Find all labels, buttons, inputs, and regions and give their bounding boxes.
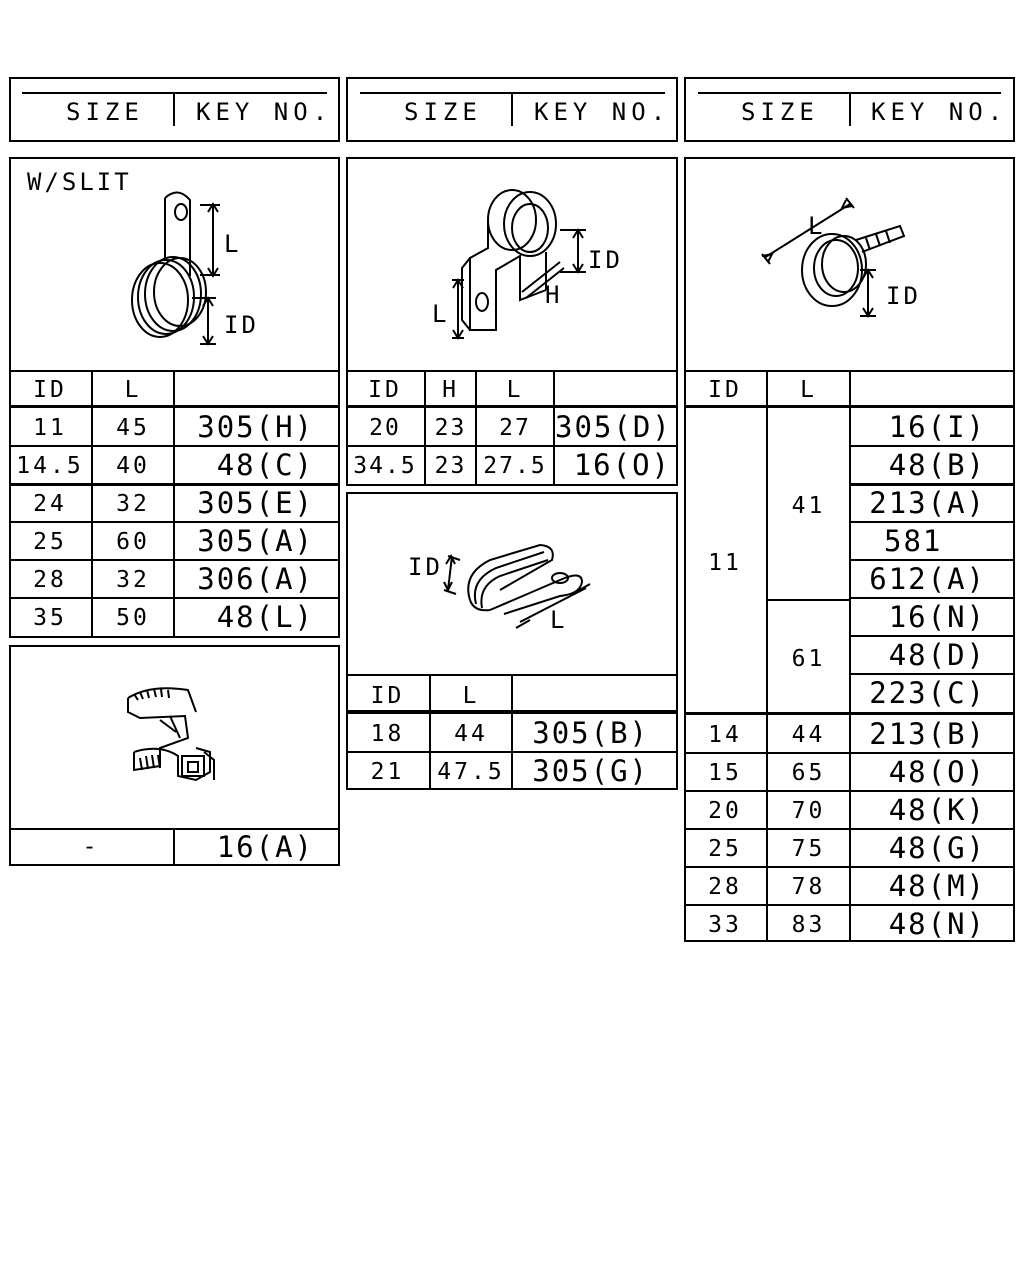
row-rule [849, 559, 1015, 561]
table-cell-key: 213(B) [869, 717, 986, 751]
row-rule [684, 904, 1015, 906]
col-header-l: L [462, 683, 480, 709]
dim-id-label: ID [588, 246, 623, 274]
table-cell-key: 305(D) [555, 410, 672, 444]
p5-group-bottom [684, 712, 1015, 715]
table-cell-l: 70 [791, 798, 826, 824]
table-cell-key: 305(E) [197, 486, 314, 520]
size-label: SIZE [741, 98, 819, 126]
table-cell-id: 34.5 [353, 453, 417, 479]
table-cell-key: 48(G) [888, 831, 986, 865]
col-header-id: ID [368, 377, 402, 403]
table-cell-id: 25 [33, 529, 67, 555]
table-cell-key: 48(B) [888, 448, 986, 482]
table-cell-l: 40 [116, 453, 150, 479]
table-cell-l: 47.5 [437, 759, 505, 785]
table-cell-key: 48(O) [888, 755, 986, 789]
row-rule [684, 866, 1015, 868]
col-header-id: ID [370, 683, 405, 709]
table-cell-id: 18 [370, 721, 405, 747]
table-cell-key: 306(A) [197, 562, 314, 596]
dim-l-label: L [432, 300, 450, 328]
table-cell-id: 28 [33, 567, 67, 593]
row-rule [346, 751, 678, 753]
group-id-value: 11 [708, 550, 742, 576]
clip-size-value: - [82, 834, 100, 860]
key-no-label: KEY NO. [534, 98, 671, 126]
row-rule [849, 673, 1015, 675]
col-header-l: L [506, 377, 524, 403]
table-cell-h: 23 [434, 453, 467, 479]
table-cell-id: 14.5 [16, 453, 84, 479]
table-cell-key: 48(L) [216, 600, 314, 634]
table-cell-l: 32 [116, 491, 150, 517]
dim-l-label: L [224, 230, 242, 258]
table-cell-id: 14 [708, 722, 742, 748]
table-cell-key: 48(N) [888, 907, 986, 941]
w-slit-note: W/SLIT [27, 168, 132, 196]
row-rule [684, 790, 1015, 792]
table-cell-key: 48(M) [888, 869, 986, 903]
table-cell-id: 24 [33, 491, 67, 517]
row-rule [684, 828, 1015, 830]
row-rule [849, 445, 1015, 447]
dim-l-label: L [550, 606, 568, 634]
size-label: SIZE [66, 98, 144, 126]
p5-head-rule [684, 405, 1015, 408]
col-header-l: L [124, 377, 142, 403]
table-cell-key: 305(G) [532, 754, 649, 788]
table-cell-key: 305(H) [197, 410, 314, 444]
table-cell-h: 23 [434, 415, 467, 441]
table-cell-l: 32 [116, 567, 150, 593]
table-cell-key: 581 [884, 524, 943, 558]
table-cell-id: 20 [708, 798, 742, 824]
dim-h-label: H [545, 281, 563, 309]
clip-key-value: 16(A) [216, 830, 314, 864]
dim-id-label: ID [408, 553, 443, 581]
table-cell-l: 65 [791, 760, 826, 786]
p5-group-split [766, 599, 851, 601]
p4-head-rule [346, 710, 678, 714]
key-no-label: KEY NO. [871, 98, 1008, 126]
col-header-h: H [442, 377, 459, 403]
table-cell-l: 27.5 [483, 453, 547, 479]
col-header-l: L [800, 377, 817, 403]
table-cell-l: 50 [116, 605, 150, 631]
table-cell-l: 75 [791, 836, 826, 862]
table-cell-id: 35 [33, 605, 67, 631]
table-cell-id: 33 [708, 912, 742, 938]
table-cell-key: 213(A) [869, 486, 986, 520]
table-cell-id: 25 [708, 836, 742, 862]
table-cell-l: 27 [499, 415, 531, 441]
col-header-id: ID [33, 377, 67, 403]
table-cell-key: 16(N) [888, 600, 986, 634]
dim-id-label: ID [224, 311, 259, 339]
dim-l-label: L [808, 212, 826, 240]
table-cell-key: 305(A) [197, 524, 314, 558]
group-l-value: 41 [791, 493, 826, 519]
row-rule [849, 597, 1015, 599]
table-cell-id: 11 [33, 415, 67, 441]
col-header-id: ID [708, 377, 742, 403]
table-cell-l: 83 [791, 912, 826, 938]
table-cell-id: 20 [369, 415, 401, 441]
table-cell-key: 305(B) [532, 716, 649, 750]
table-cell-key: 48(C) [216, 448, 314, 482]
dim-id-label: ID [886, 282, 921, 310]
table-cell-l: 60 [116, 529, 150, 555]
table-cell-key: 48(K) [888, 793, 986, 827]
band-clamp-drawing [0, 0, 1020, 370]
table-cell-key: 223(C) [869, 676, 986, 710]
size-label: SIZE [404, 98, 482, 126]
table-cell-key: 48(D) [888, 638, 986, 672]
key-no-label: KEY NO. [196, 98, 333, 126]
table-cell-id: 28 [708, 874, 742, 900]
row-rule [849, 521, 1015, 523]
table-cell-l: 78 [791, 874, 826, 900]
table-cell-key: 612(A) [869, 562, 986, 596]
row-rule [684, 752, 1015, 754]
group-l-value: 61 [791, 646, 826, 672]
table-cell-l: 44 [791, 722, 826, 748]
row-rule [849, 635, 1015, 637]
table-cell-l: 45 [116, 415, 150, 441]
table-cell-key: 16(O) [573, 448, 671, 482]
table-cell-id: 15 [708, 760, 742, 786]
table-cell-key: 16(I) [888, 410, 986, 444]
table-cell-l: 44 [454, 721, 488, 747]
table-cell-id: 21 [370, 759, 405, 785]
